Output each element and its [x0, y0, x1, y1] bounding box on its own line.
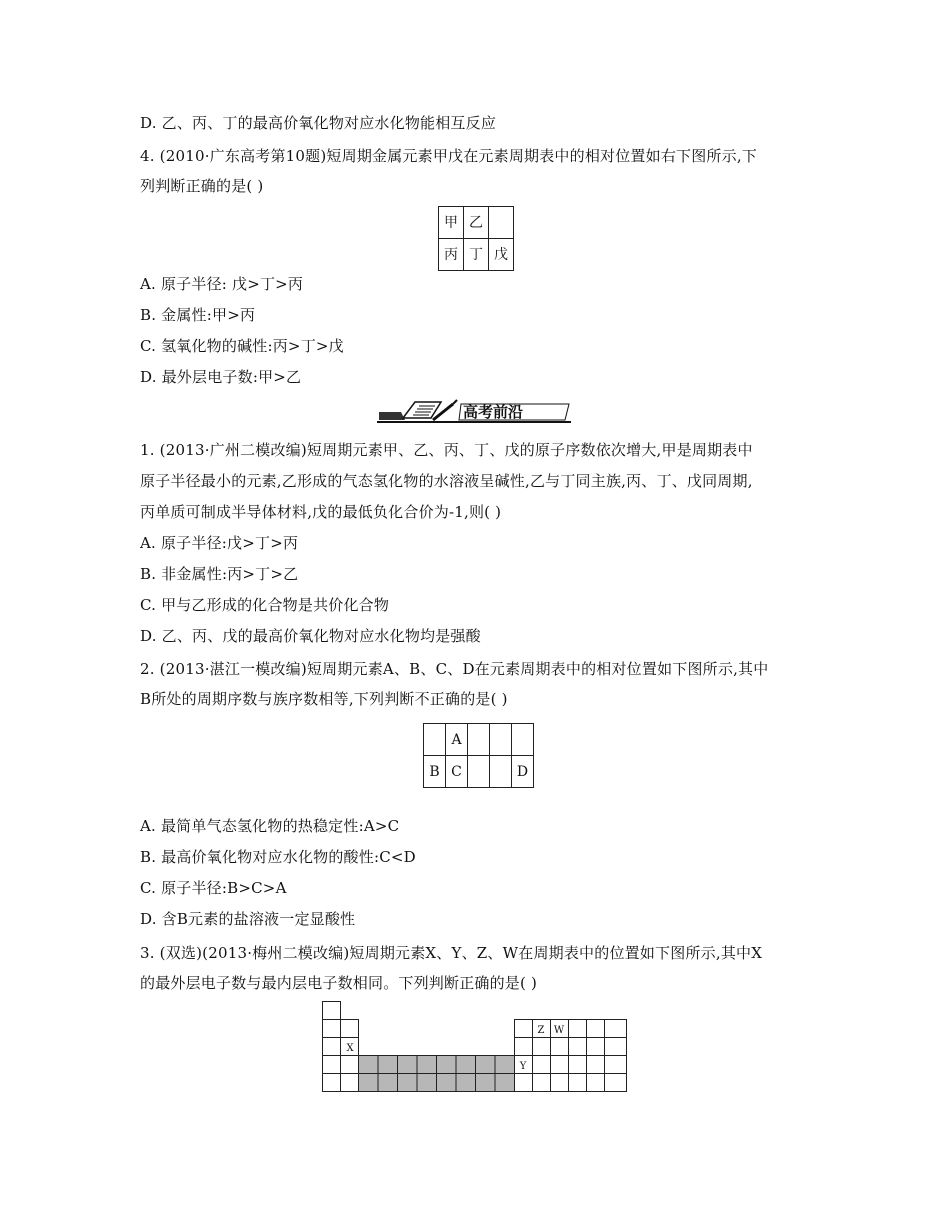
pt-cell-h: [323, 1002, 341, 1020]
p2-cell: A: [446, 724, 468, 756]
p2-option-b: B. 最高价氧化物对应水化物的酸性:C<D: [140, 848, 416, 866]
p2-cell: [424, 724, 446, 756]
p2-cell: C: [446, 756, 468, 788]
p2-cell: [468, 756, 490, 788]
p2-option-a: A. 最简单气态氢化物的热稳定性:A>C: [140, 817, 400, 835]
p2-cell: D: [512, 756, 534, 788]
p2-stem-line1: 2. (2013·湛江一模改编)短周期元素A、B、C、D在元素周期表中的相对位置如下图所示,其中: [140, 660, 769, 678]
q4-option-c: C. 氢氧化物的碱性:丙>丁>戊: [140, 337, 344, 355]
p1-stem-line2: 原子半径最小的元素,乙形成的气态氢化物的水溶液呈碱性,乙与丁同主族,丙、丁、戊同周期,: [140, 472, 753, 490]
pt-label-x: X: [346, 1043, 354, 1054]
q4-option-d: D. 最外层电子数:甲>乙: [140, 368, 302, 386]
p2-cell: [512, 724, 534, 756]
q4-cell: 甲: [439, 207, 464, 239]
p1-option-c: C. 甲与乙形成的化合物是共价化合物: [140, 596, 390, 614]
p2-element-table: [423, 723, 534, 788]
q4-stem-line1: 4. (2010·广东高考第10题)短周期金属元素甲戊在元素周期表中的相对位置如右下图所示,下: [140, 147, 757, 165]
q4-element-table: [438, 206, 514, 271]
pt-label-y: Y: [519, 1061, 527, 1072]
q4-cell: 丁: [464, 239, 489, 271]
p1-option-b: B. 非金属性:丙>丁>乙: [140, 565, 299, 583]
p1-stem-line1: 1. (2013·广州二模改编)短周期元素甲、乙、丙、丁、戊的原子序数依次增大,甲是周期表中: [140, 441, 753, 459]
p2-option-d: D. 含B元素的盐溶液一定显酸性: [140, 910, 356, 928]
periodic-table: [322, 1001, 632, 1093]
p2-cell: [490, 724, 512, 756]
q4-cell: [489, 207, 514, 239]
p1-stem-line3: 丙单质可制成半导体材料,戊的最低负化合价为-1,则( ): [140, 503, 502, 521]
pt-label-z: Z: [537, 1025, 545, 1036]
p1-option-a: A. 原子半径:戊>丁>丙: [140, 534, 299, 552]
q4-cell: 戊: [489, 239, 514, 271]
q4-option-a: A. 原子半径: 戊>丁>丙: [140, 275, 304, 293]
q0-option-d: D. 乙、丙、丁的最高价氧化物对应水化物能相互反应: [140, 114, 497, 132]
pt-label-w: W: [553, 1025, 565, 1036]
p2-stem-line2: B所处的周期序数与族序数相等,下列判断不正确的是( ): [140, 690, 508, 708]
p2-cell: [490, 756, 512, 788]
p2-cell: [468, 724, 490, 756]
periodic-table-svg: [322, 1001, 632, 1093]
p2-option-c: C. 原子半径:B>C>A: [140, 879, 287, 897]
q4-option-b: B. 金属性:甲>丙: [140, 306, 256, 324]
p3-stem-line1: 3. (双选)(2013·梅州二模改编)短周期元素X、Y、Z、W在周期表中的位置如下图所示,其中X: [140, 944, 763, 962]
q4-cell: 乙: [464, 207, 489, 239]
q4-stem-line2: 列判断正确的是( ): [140, 177, 264, 195]
banner-title: 高考前沿: [463, 403, 524, 421]
p1-option-d: D. 乙、丙、戊的最高价氧化物对应水化物均是强酸: [140, 627, 481, 645]
p3-stem-line2: 的最外层电子数与最内层电子数相同。下列判断正确的是( ): [140, 974, 538, 992]
q4-cell: 丙: [439, 239, 464, 271]
p2-cell: B: [424, 756, 446, 788]
section-banner: [375, 398, 575, 426]
